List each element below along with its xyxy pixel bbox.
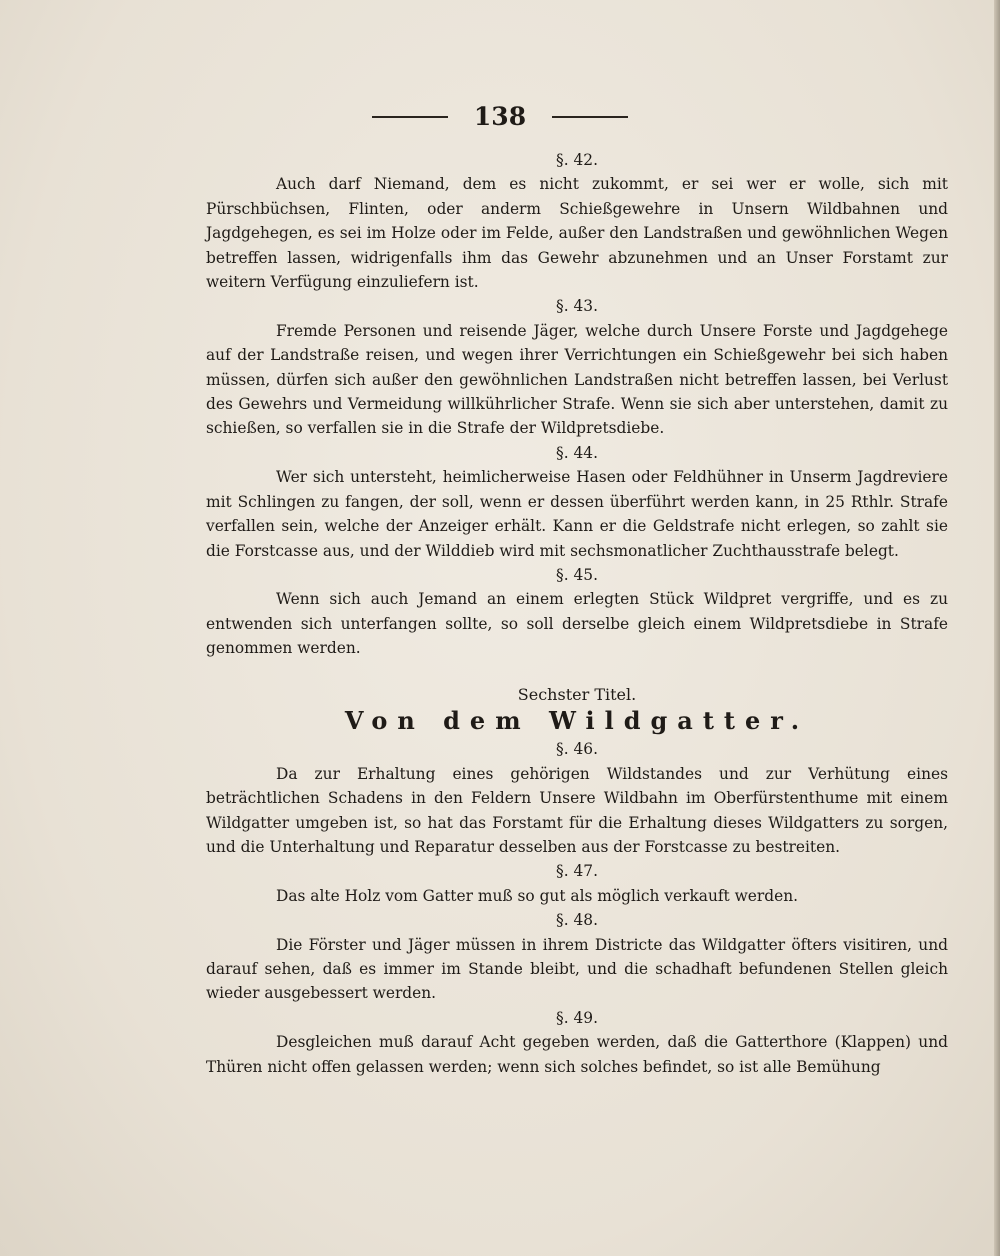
section-text-48: Die Förster und Jäger müssen in ihrem Districte das Wildgatter öfters visitiren, und darauf sehen, daß es immer im Stande bleibt, und die schadhaft befundenen Stellen gleich wieder ausgebessert werden.	[206, 935, 948, 1003]
page-edge-shadow	[994, 0, 1000, 1256]
section-mark-44: §. 44.	[556, 443, 598, 462]
section-mark-49: §. 49.	[556, 1008, 598, 1027]
section-mark-48: §. 48.	[556, 911, 598, 930]
section-text-47: Das alte Holz vom Gatter muß so gut als möglich verkauft werden.	[276, 886, 799, 905]
chapter-label: Sechster Titel.	[517, 684, 637, 704]
section-text-45: Wenn sich auch Jemand an einem erlegten Stück Wildpret vergriffe, und es zu entwenden sich unterfangen sollte, so soll derselbe gleich einem Wildpretsdiebe in Strafe genommen werden.	[206, 590, 948, 658]
page-body	[206, 148, 948, 1079]
section-mark-47: §. 47.	[556, 862, 598, 881]
section-text-42: Auch darf Niemand, dem es nicht zukommt, er sei wer er wolle, sich mit Pürschbüchsen, Flinten, oder anderm Schießgewehre in Unsern Wildbahnen und Jagdgehegen, es sei im Holze oder im Felde, außer den Landstraßen und gewöhnlichen Wegen betreffen lassen, widrigenfalls ihm das Gewehr abzunehmen und an Unser Forstamt zur weitern Verfügung einzuliefern ist.	[206, 175, 948, 292]
section-mark-45: §. 45.	[556, 565, 598, 584]
chapter-title: Von dem Wildgatter.	[344, 705, 810, 735]
section-text-43: Fremde Personen und reisende Jäger, welche durch Unsere Forste und Jagdgehege auf der Landstraße reisen, und wegen ihrer Verrichtungen ein Schießgewehr bei sich haben müssen, dürfen sich außer den gewöhnlichen Landstraßen nicht betreffen lassen, bei Verlust des Gewehrs und Vermeidung willkührlicher Strafe. Wenn sie sich aber unterstehen, damit zu schießen, so verfallen sie in die Strafe der Wildpretsdiebe.	[206, 321, 948, 438]
header-rule-left	[372, 116, 448, 118]
page-header	[0, 102, 1000, 131]
section-text-46: Da zur Erhaltung eines gehörigen Wildstandes und zur Verhütung eines beträchtlichen Schadens in den Feldern Unsere Wildbahn im Oberfürstenthume mit einem Wildgatter umgeben ist, so hat das Forstamt für die Erhaltung dieses Wildgatters zu sorgen, und die Unterhaltung und Reparatur desselben aus der Forstcasse zu bestreiten.	[206, 764, 948, 856]
section-text-49: Desgleichen muß darauf Acht gegeben werden, daß die Gatterthore (Klappen) und Thüren nicht offen gelassen werden; wenn sich solches befindet, so ist alle Bemühung	[206, 1033, 948, 1076]
section-text-44: Wer sich untersteht, heimlicherweise Hasen oder Feldhühner in Unserm Jagdreviere mit Schlingen zu fangen, der soll, wenn er dessen überführt werden kann, in 25 Rthlr. Strafe verfallen sein, welche der Anzeiger erhält. Kann er die Geldstrafe nicht erlegen, so zahlt sie die Forstcasse aus, und der Wilddieb wird mit sechsmonatlicher Zuchthausstrafe belegt.	[206, 468, 948, 560]
section-mark-43: §. 43.	[556, 297, 598, 316]
section-mark-42: §. 42.	[556, 151, 598, 169]
page-number: 138	[473, 102, 527, 131]
section-mark-46: §. 46.	[556, 740, 598, 759]
header-rule-right	[552, 116, 628, 118]
